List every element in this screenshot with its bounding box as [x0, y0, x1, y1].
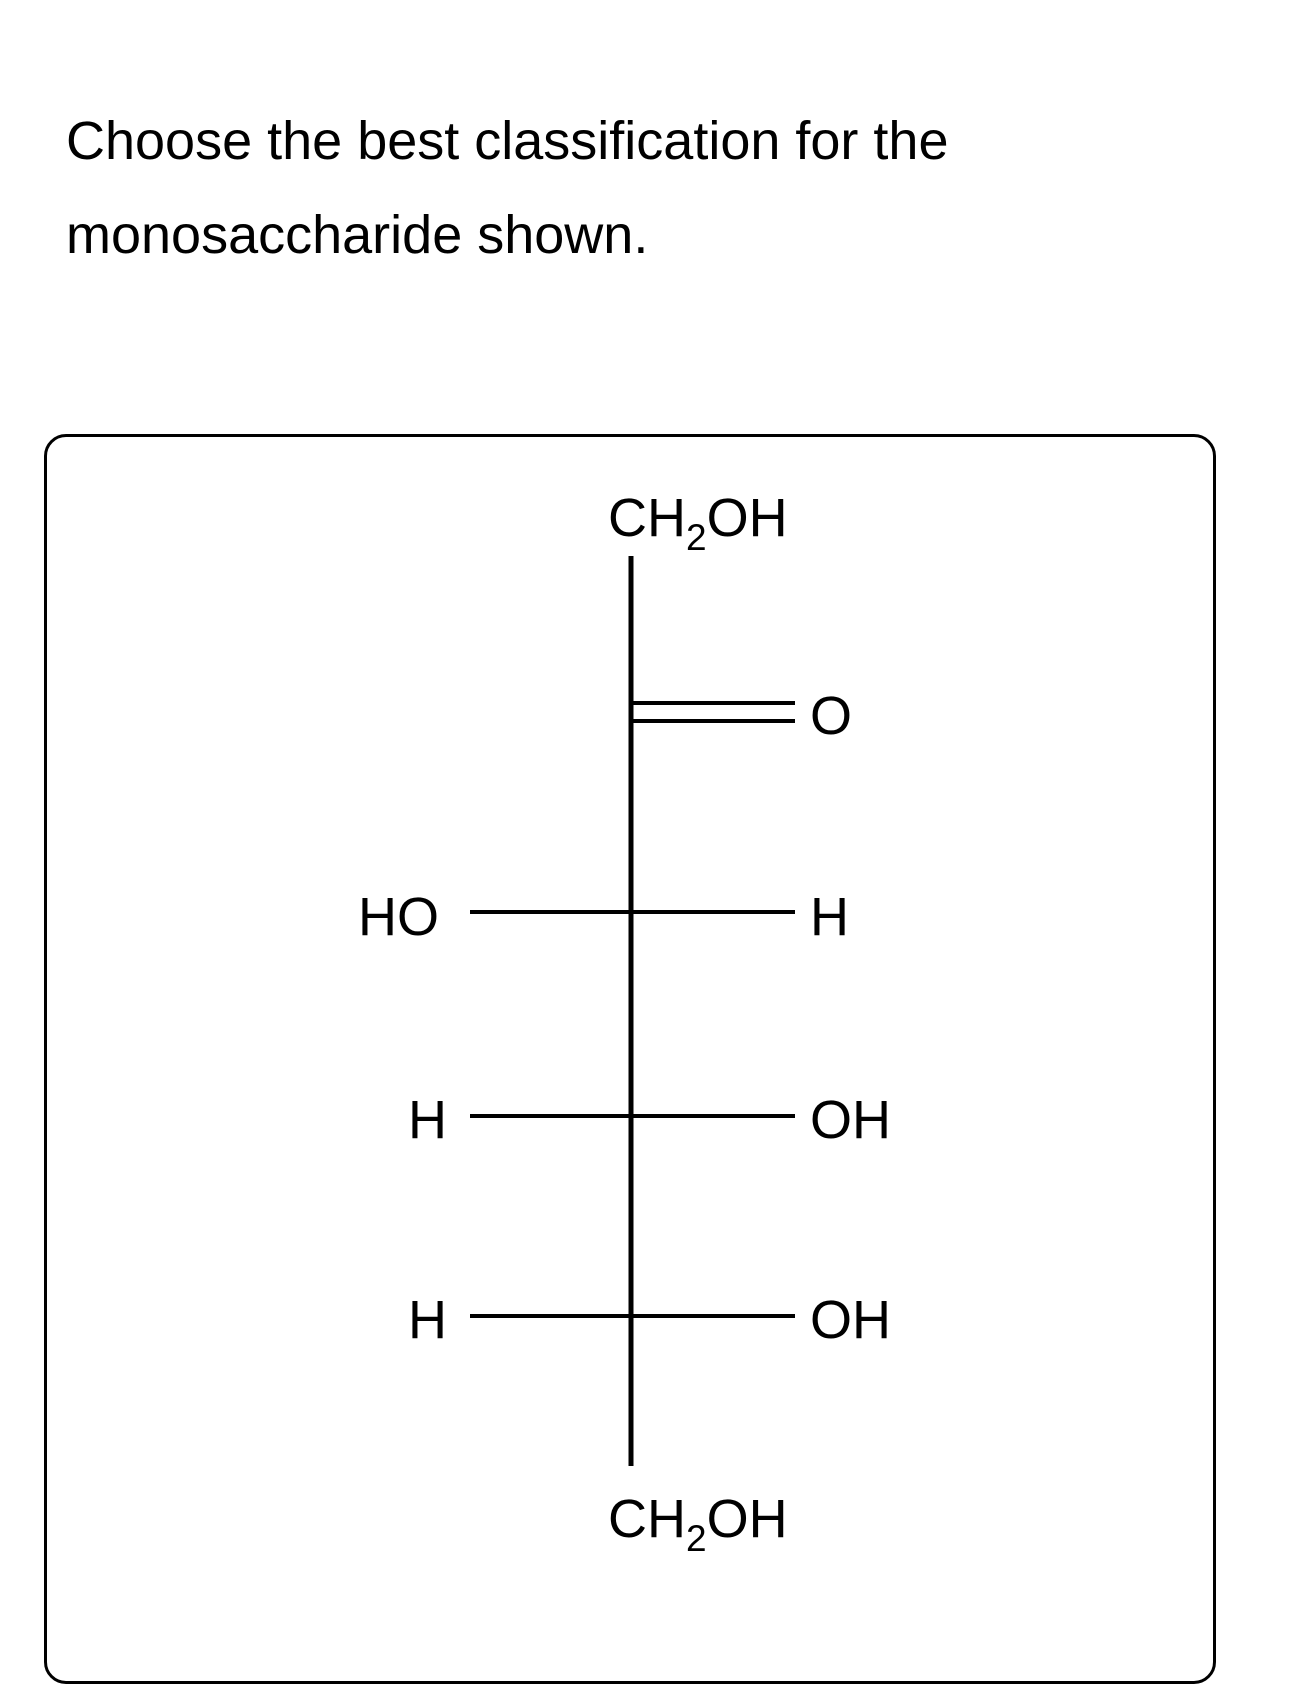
row-1-right-label: H: [810, 887, 849, 947]
top-ch2oh-label: [608, 488, 788, 558]
top-ch-text: CH: [608, 488, 686, 548]
row-2-right-label: OH: [810, 1090, 891, 1150]
row-1-left-label: HO: [358, 887, 439, 947]
top-subscript: 2: [686, 517, 707, 558]
question-text: Choose the best classification for the monosaccharide shown.: [66, 111, 949, 265]
bottom-ch2oh-label: [608, 1489, 788, 1559]
bottom-ch-text: CH: [608, 1489, 686, 1549]
bottom-oh-text: OH: [706, 1489, 788, 1549]
carbonyl-oxygen-label: O: [810, 686, 853, 746]
top-oh-text: OH: [706, 488, 788, 548]
row-3-right-label: OH: [810, 1290, 891, 1350]
row-3-left-label: H: [408, 1290, 447, 1350]
row-2-left-label: H: [408, 1090, 447, 1150]
bottom-subscript: 2: [686, 1518, 707, 1559]
